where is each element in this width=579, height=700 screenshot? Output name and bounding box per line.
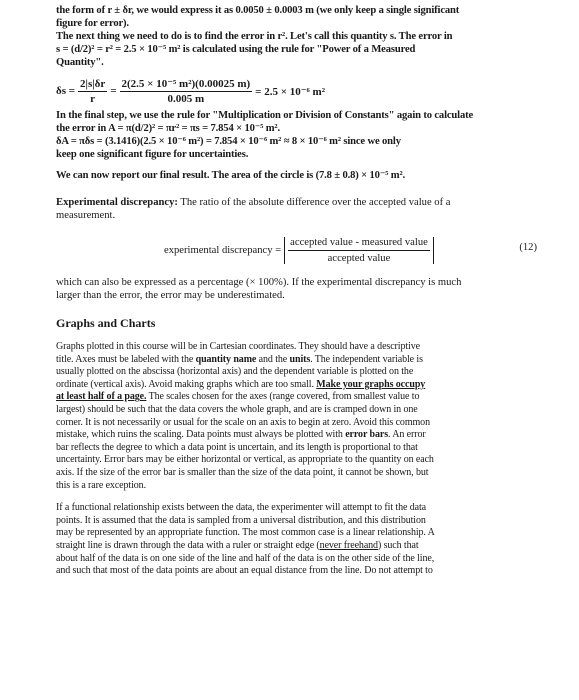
emphasis-underlined: at least half of a page. [56,391,147,403]
fraction-numerator: 2|s|δr [80,77,106,90]
text-line: the error in A = π(d/2)² = πr² = πs = 7.854 × 10⁻⁵ m². [56,123,280,134]
discrepancy-equation-row [56,230,543,270]
text-line: axis. If the size of the error bar is smaller than the size of the data point, it cannot be shown, but [56,466,429,478]
fraction-denominator: 0.005 m [167,93,205,105]
text-line: bar reflects the degree to which a data point is uncertain, and its length is proportional to that [56,441,418,453]
equation-result: = 2.5 × 10⁻⁶ m² [255,85,326,98]
text-line: uncertainty. Error bars may be either horizontal or vertical, as appropriate to the quantity on each [56,454,434,466]
definition-term: Experimental discrepancy: [56,197,178,208]
equation-number: (12) [519,242,537,253]
text-line: In the final step, we use the rule for "Multiplication or Division of Constants" again to calculate [56,110,474,121]
discrepancy-followup [56,276,543,302]
text-line: points. It is assumed that the data is sampled from a universal distribution, and this distribution [56,514,426,526]
text-line: measurement. [56,210,116,221]
discrepancy-equation [164,237,434,264]
equation-lhs: experimental discrepancy = [164,244,282,256]
text-line: usually plotted on the abscissa (horizontal axis) and the dependent variable is plotted on the [56,366,414,378]
text-line: straight line is drawn through the data with a ruler or straight edge (never freehand) such that [56,539,419,551]
emphasis: units [289,353,311,365]
text-line: mistake, which ruins the scaling. Data points must always be plotted with error bars. An error [56,429,426,441]
text-line: corner. It is not necessarily or usual for the scale on an axis to begin at zero. Avoid this common [56,416,430,428]
emphasis-underlined: Make your graphs occupy [316,378,426,390]
text-line: ordinate (vertical axis). Avoid making graphs which are too small. Make your graphs occupy [56,378,426,390]
text-line: title. Axes must be labeled with the quantity name and the units. The independent variable is [56,353,423,365]
fraction-denominator: accepted value [327,252,391,264]
text-line: The next thing we need to do is to find the error in r². Let's call this quantity s. The error in [56,31,453,42]
text-line: larger than the error, the error may be underestimated. [56,290,285,301]
discrepancy-definition [56,196,543,222]
absolute-value-fraction [284,237,434,264]
text-line: the form of r ± δr, we would express it as 0.0050 ± 0.0003 m (we only keep a single significant [56,5,460,16]
text-line: Quantity". [56,57,104,68]
text-line: If a functional relationship exists between the data, the experimenter will attempt to fit the data [56,502,426,514]
text-line: figure for error). [56,18,129,29]
section-heading: Graphs and Charts [56,316,156,330]
final-result-line: We can now report our final result. The area of the circle is (7.8 ± 0.8) × 10⁻⁵ m². [56,170,405,181]
area-error-paragraph [56,109,543,182]
equals-sign: = [110,85,117,97]
text-line: s = (d/2)² = r² = 2.5 × 10⁻⁵ m² is calculated using the rule for "Power of a Measured [56,44,416,55]
fraction-numeric [120,77,253,105]
text-line: Graphs plotted in this course will be in Cartesian coordinates. They should have a descriptive [56,341,420,352]
error-propagation-paragraph [56,4,543,69]
text-line: largest) should be such that the data covers the whole graph, and are is cramped down in one [56,403,418,415]
emphasis: quantity name [195,353,257,365]
delta-s-equation [56,77,543,105]
text-line: at least half of a page. The scales chosen for the axes (range covered, from smallest value to [56,391,420,403]
text-line: keep one significant figure for uncertainties. [56,149,249,160]
fraction-denominator: r [90,92,96,105]
fraction-numerator: 2(2.5 × 10⁻⁵ m²)(0.00025 m) [121,78,251,90]
text-line: may be represented by an appropriate function. The most common case is a linear relationship. A [56,527,435,539]
text-line [56,196,543,209]
graphs-paragraph [56,341,543,492]
functional-relationship-paragraph [56,502,543,578]
definition-text: The ratio of the absolute difference over the accepted value of a [177,197,451,208]
text-line: about half of the data is on one side of the line and half of the data is on the other side of the line, [56,552,435,564]
fraction-numerator: accepted value - measured value [288,237,430,251]
text-line: δA = πδs = (3.1416)(2.5 × 10⁻⁶ m²) = 7.854 × 10⁻⁶ m² ≈ 8 × 10⁻⁶ m² since we only [56,136,401,147]
equation-lhs: δs = [56,85,76,97]
text-line: and such that most of the data points are about an equal distance from the line. Do not attempt to [56,565,433,577]
fraction-general [78,78,107,105]
text-line: which can also be expressed as a percentage (× 100%). If the experimental discrepancy is much [56,277,462,288]
text-line: this is a rare exception. [56,479,146,491]
underlined-text: never freehand [319,539,378,551]
emphasis: error bars [345,429,389,441]
